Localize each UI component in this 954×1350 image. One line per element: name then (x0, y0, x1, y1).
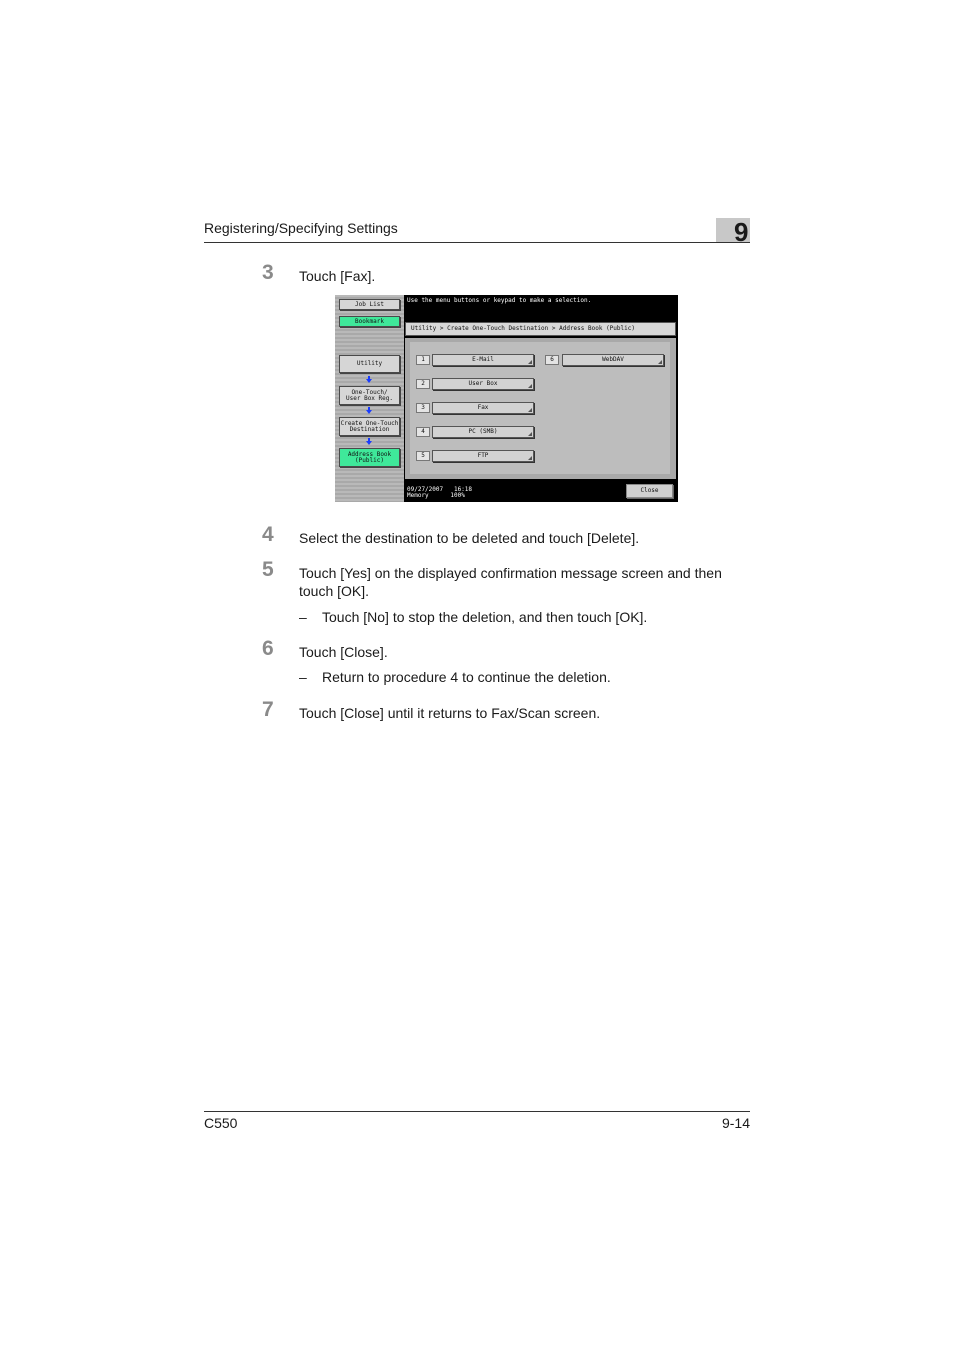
create-one-touch-destination-button[interactable]: Create One-Touch Destination (339, 417, 400, 436)
status-time: 16:18 (453, 486, 473, 493)
destination-number: 4 (416, 427, 430, 437)
footer-model: C550 (204, 1115, 238, 1131)
footer-page-number: 9-14 (721, 1115, 750, 1131)
job-list-button[interactable]: Job List (339, 299, 400, 310)
memory-value: 100% (450, 492, 465, 499)
step-number: 4 (262, 523, 274, 546)
dash-marker: – (299, 609, 307, 625)
close-button[interactable]: Close (626, 484, 673, 498)
sub-step-text: Touch [No] to stop the deletion, and then touch [OK]. (322, 609, 648, 625)
step-text: Touch [Fax]. (299, 268, 376, 284)
dash-marker: – (299, 669, 307, 685)
device-screen (335, 295, 678, 502)
destination-number: 5 (416, 451, 430, 461)
destination-number: 3 (416, 403, 430, 413)
status-date: 09/27/2007 (407, 486, 444, 493)
destination-number: 2 (416, 379, 430, 389)
arrow-down-icon (366, 407, 372, 414)
step-text: Touch [Yes] on the displayed confirmation message screen and then touch [OK]. (299, 565, 722, 599)
address-book-public-button[interactable]: Address Book (Public) (339, 448, 400, 467)
destination-number: 1 (416, 355, 430, 365)
utility-button[interactable]: Utility (339, 355, 400, 373)
chapter-number: 9 (734, 217, 749, 247)
step-text: Touch [Close]. (299, 644, 388, 660)
email-button[interactable]: E-Mail (432, 354, 534, 366)
breadcrumb: Utility > Create One-Touch Destination > Address Book (Public) (405, 322, 676, 336)
fax-button[interactable]: Fax (432, 402, 534, 414)
destination-number: 6 (545, 355, 559, 365)
step-text: Select the destination to be deleted and touch [Delete]. (299, 530, 640, 546)
destination-panel (405, 338, 676, 479)
header-rule (204, 242, 750, 243)
arrow-down-icon (366, 438, 372, 445)
running-header-title: Registering/Specifying Settings (204, 220, 398, 236)
sub-step (299, 668, 611, 686)
pc-smb-button[interactable]: PC (SMB) (432, 426, 534, 438)
step-text: Touch [Close] until it returns to Fax/Scan screen. (299, 705, 601, 721)
user-box-button[interactable]: User Box (432, 378, 534, 390)
memory-label: Memory (407, 492, 429, 499)
instruction-message: Use the menu buttons or keypad to make a selection. (407, 297, 592, 304)
bookmark-button[interactable]: Bookmark (339, 316, 400, 327)
one-touch-user-box-button[interactable]: One-Touch/ User Box Reg. (339, 386, 400, 405)
ftp-button[interactable]: FTP (432, 450, 534, 462)
webdav-button[interactable]: WebDAV (562, 354, 664, 366)
sub-step (299, 608, 647, 626)
side-panel (335, 295, 404, 502)
sub-step-text: Return to procedure 4 to continue the deletion. (322, 669, 611, 685)
step-number: 5 (262, 558, 274, 581)
arrow-down-icon (366, 376, 372, 383)
step-number: 3 (262, 261, 274, 284)
footer-rule (204, 1111, 750, 1112)
step-number: 7 (262, 698, 274, 721)
status-bar (407, 487, 472, 499)
step-number: 6 (262, 637, 274, 660)
